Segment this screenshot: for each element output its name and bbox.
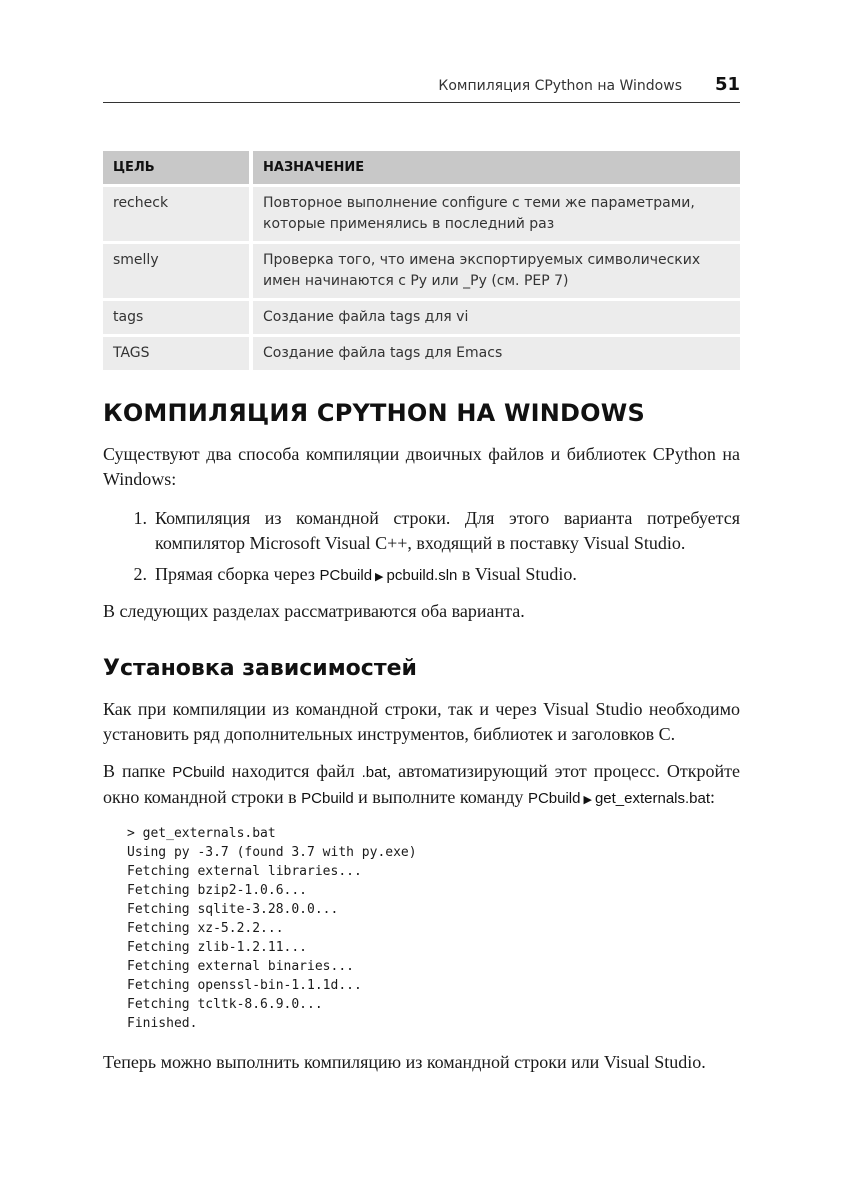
list-text-post: в Visual Studio. [457,564,577,584]
list-text-pre: Прямая сборка через [155,564,320,584]
term-bat: .bat [361,764,387,781]
table-cell-purpose: Проверка того, что имена экспортируемых символических имен начинаются с Py или _Py (см. PEP 7) [263,252,701,289]
term-pcbuild: PCbuild [172,764,225,781]
list-item-text: Компиляция из командной строки. Для этого варианта потребуется компилятор Microsoft Visual C++, входящий в поставку Visual Studio. [155,508,740,553]
running-title: Компиляция CPython на Windows [438,78,682,94]
list-item [103,506,740,556]
text-run: находится файл [224,761,362,781]
table-row [103,187,740,241]
table-row [103,337,740,370]
section-intro: Существуют два способа компиляции двоичных файлов и библиотек CPython на Windows: [103,444,740,489]
table-cell-purpose: Повторное выполнение configure с теми же параметрами, которые применялись в последний раз [263,195,695,232]
table-cell-target: recheck [103,187,253,241]
text-run: : [710,787,716,807]
table-cell-purpose: Создание файла tags для Emacs [263,345,503,361]
term-pcbuild: PCbuild [527,790,581,807]
text-run: и выполните команду [353,787,528,807]
make-targets-table [103,151,740,373]
term-pcbuild: PCbuild [319,567,373,584]
table-header-purpose: НАЗНАЧЕНИЕ [263,160,365,175]
text-run: , автоматизирующий этот процесс. Откройте окно командной строки в [103,761,741,807]
path-arrow-icon: ▶ [375,571,384,583]
list-item-text [155,562,740,590]
table-header-row [103,151,740,184]
final-paragraph: Теперь можно выполнить компиляцию из командной строки или Visual Studio. [103,1052,706,1072]
page-number: 51 [714,74,740,95]
code-block: > get_externals.bat Using py -3.7 (found 3.7 with py.exe) Fetching external libraries... Fetching bzip2-1.0.6... Fetching sqlite-3.28.0.0... Fetching xz-5.2.2... Fetching zlib-1.2.11... Fetching external binaries... Fetching openssl-bin-1.1.1d... Fetching tcltk-8.6.9.0... Finished. [127,826,417,1031]
table-cell-target: tags [103,301,253,334]
term-get-externals-bat: get_externals.bat [594,790,711,807]
table-cell-target: smelly [103,244,253,298]
section-heading: КОМПИЛЯЦИЯ CPYTHON НА WINDOWS [103,399,645,427]
table-header-target: ЦЕЛЬ [103,151,253,184]
text-run: В папке [103,761,173,781]
list-item-number: 2. [133,564,147,584]
term-pcbuild: PCbuild [301,790,354,807]
section-outro: В следующих разделах рассматриваются оба варианта. [103,601,525,621]
ordered-list [103,506,740,596]
term-pcbuild-sln: pcbuild.sln [386,567,458,584]
list-item-number: 1. [133,508,147,528]
path-arrow-icon: ▶ [583,794,592,806]
subsection-heading: Установка зависимостей [103,656,417,681]
table-row [103,301,740,334]
subsection-para-1: Как при компиляции из командной строки, так и через Visual Studio необходимо установить ряд дополнительных инструментов, библиотек и заголовков C. [103,699,740,744]
subsection-para-2 [103,759,740,813]
table-row [103,244,740,298]
list-item [103,562,740,590]
table-cell-purpose: Создание файла tags для vi [263,309,469,325]
table-cell-target: TAGS [103,337,253,370]
running-header [103,72,740,103]
